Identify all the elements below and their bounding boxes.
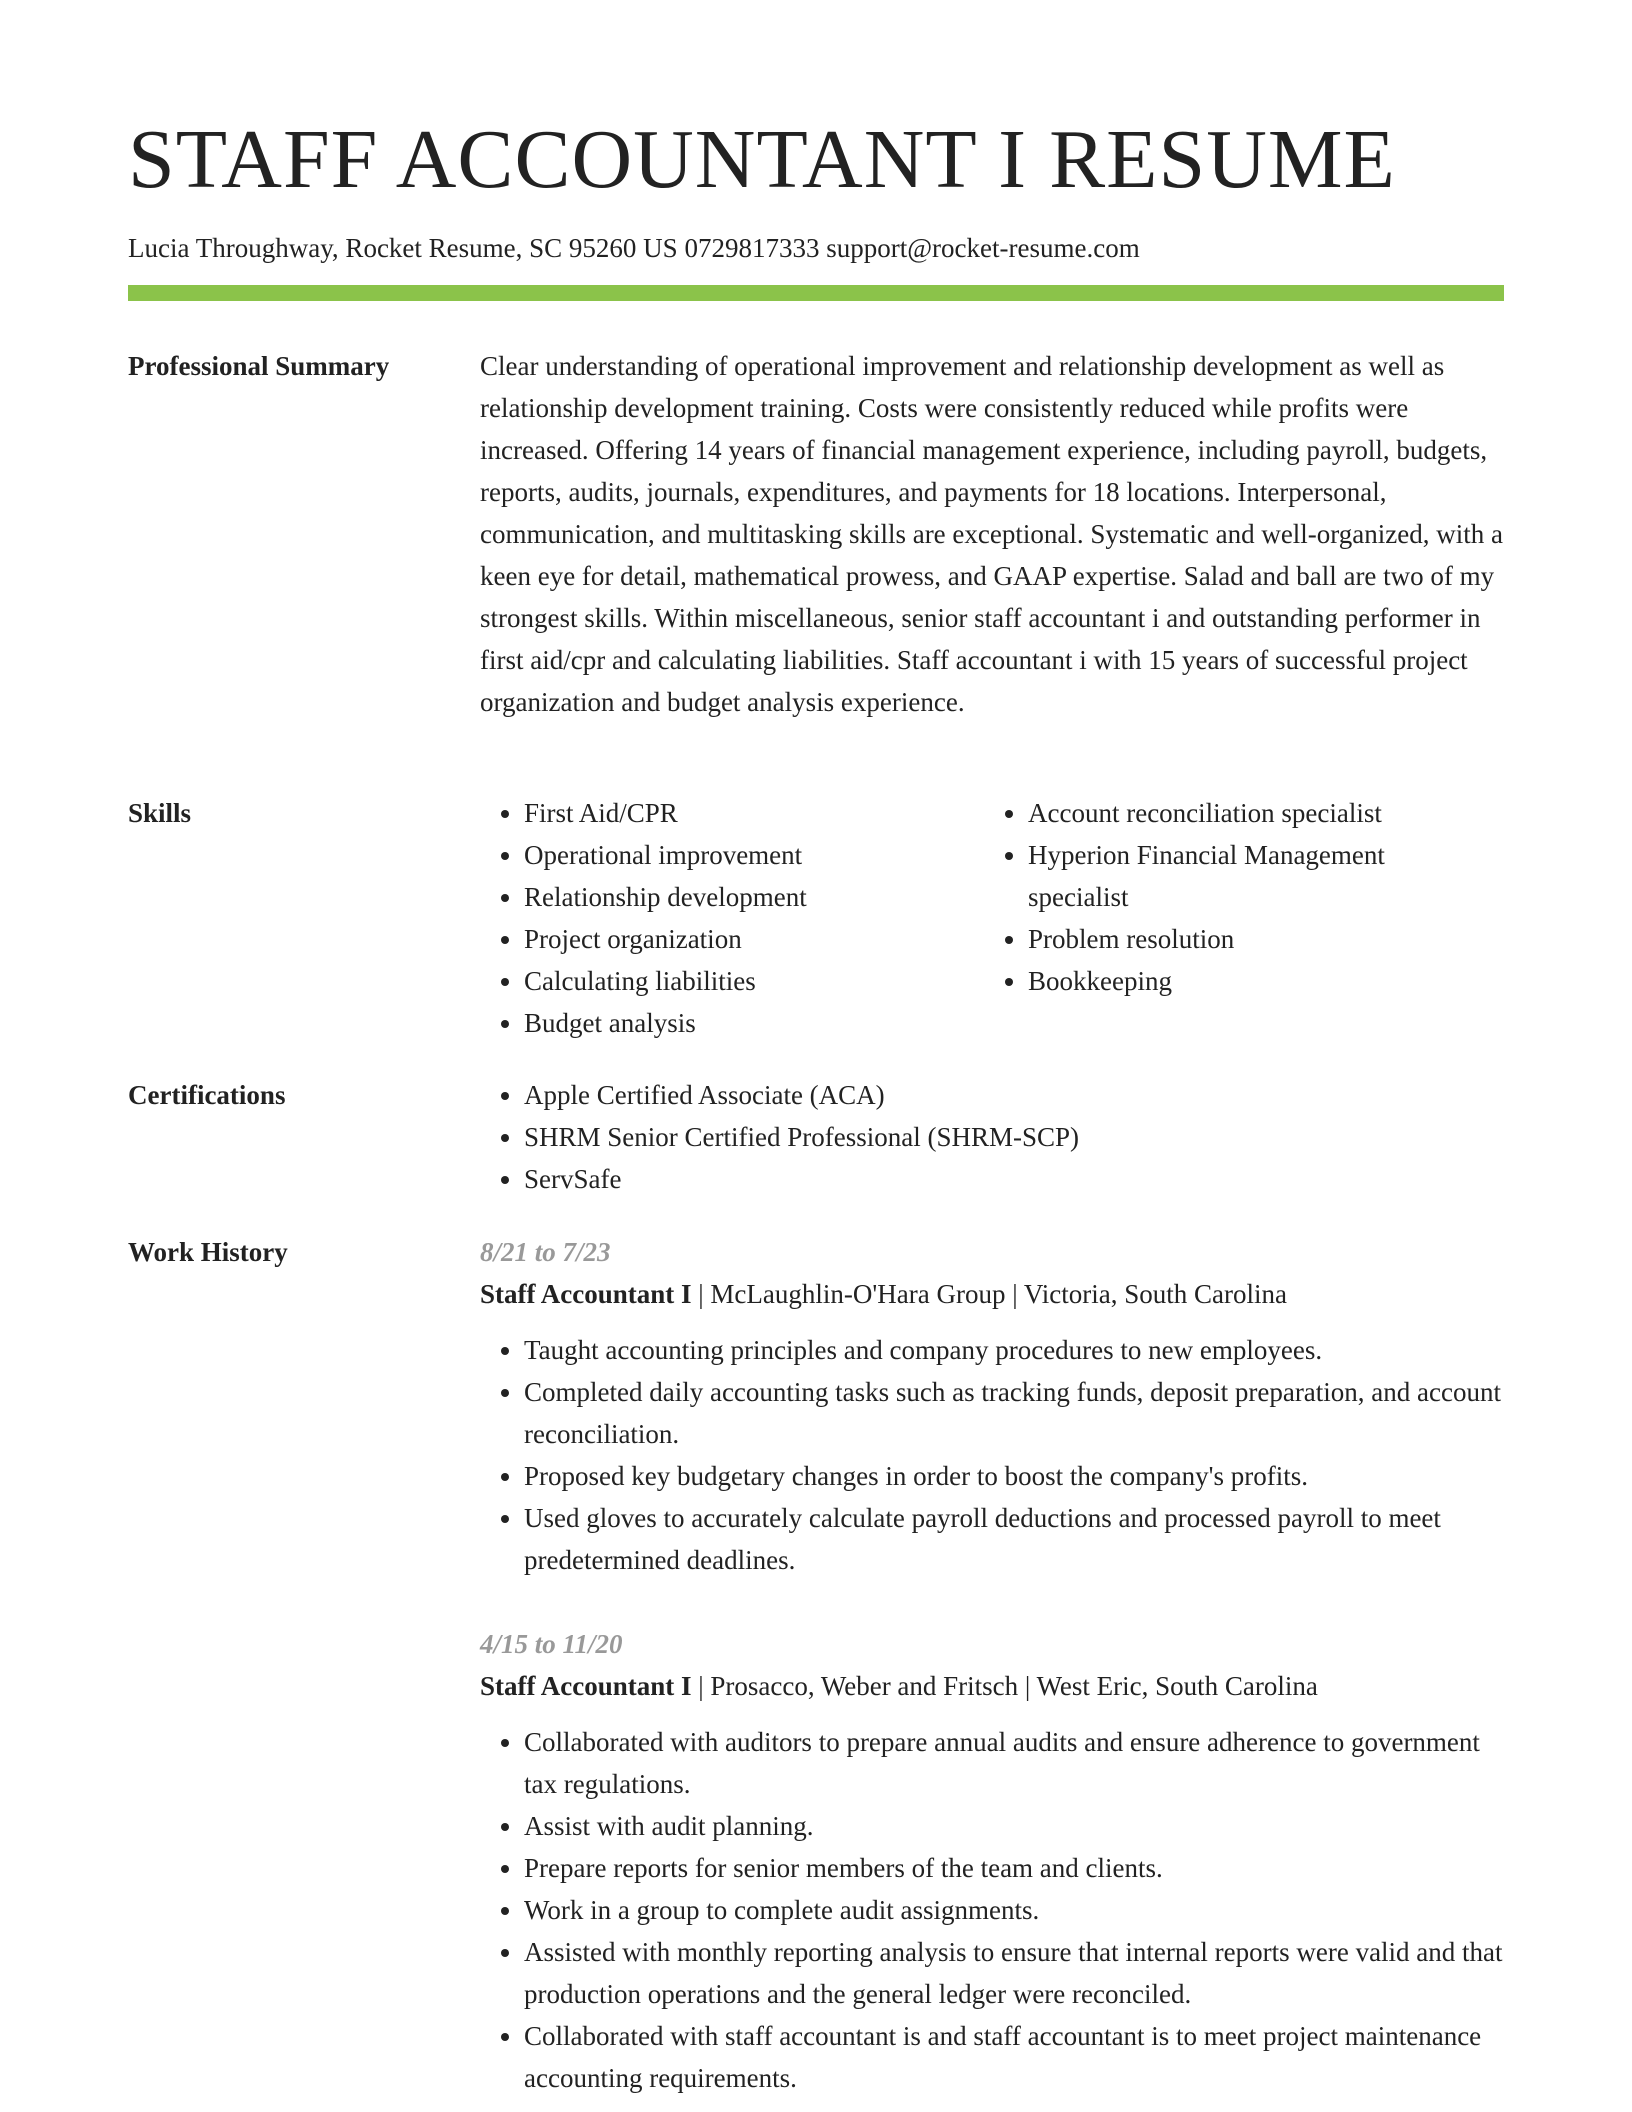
skill-item: • Calculating liabilities [524,960,984,1002]
job-employer-location: | McLaughlin-O'Hara Group | Victoria, South Carolina [691,1279,1287,1309]
job-duties-list [480,1329,1504,1581]
summary-text: Clear understanding of operational improvement and relationship development as well as relationship development training. Costs were consistently reduced while profits were increased. Offering 14 years of financial management experience, including payroll, budgets, reports, audits, journals, expenditures, and payments for 18 locations. Interpersonal, communication, and multitasking skills are exceptional. Systematic and well-organized, with a keen eye for detail, mathematical prowess, and GAAP expertise. Salad and ball are two of my strongest skills. Within miscellaneous, senior staff accountant i and outstanding performer in first aid/cpr and calculating liabilities. Staff accountant i with 15 years of successful project organization and budget analysis experience. [480,351,1503,717]
certification-item: • Apple Certified Associate (ACA) [524,1074,1504,1116]
certification-item: • ServSafe [524,1158,1504,1200]
skill-item: • First Aid/CPR [524,792,984,834]
certification-item: • SHRM Senior Certified Professional (SHRM-SCP) [524,1116,1504,1158]
job-duty: • Prepare reports for senior members of the team and clients. [524,1847,1504,1889]
job-heading-line [480,1273,1504,1315]
skill-item: • Problem resolution [1028,918,1458,960]
skills-list-left [480,792,984,1044]
skill-item: • Bookkeeping [1028,960,1458,1002]
work-history-heading: Work History [128,1237,288,1267]
job-heading-line [480,1665,1504,1707]
job-duty: • Completed daily accounting tasks such as tracking funds, deposit preparation, and account reconciliation. [524,1371,1504,1455]
job-entry [480,1231,1504,1581]
job-duty: • Assisted with monthly reporting analysis to ensure that internal reports were valid and that production operations and the general ledger were reconciled. [524,1931,1504,2015]
skill-item: • Relationship development [524,876,984,918]
skills-list-right [984,792,1458,1044]
skills-heading: Skills [128,798,192,828]
job-duty: • Collaborated with auditors to prepare annual audits and ensure adherence to government tax regulations. [524,1721,1504,1805]
job-dates: 4/15 to 11/20 [480,1629,623,1659]
certifications-body [480,1074,1504,1200]
job-duty: • Taught accounting principles and company procedures to new employees. [524,1329,1504,1371]
skill-item: • Hyperion Financial Management specialist [1028,834,1458,918]
skill-item: • Budget analysis [524,1002,984,1044]
job-dates: 8/21 to 7/23 [480,1237,611,1267]
skill-item: • Account reconciliation specialist [1028,792,1458,834]
job-duty: • Proposed key budgetary changes in order to boost the company's profits. [524,1455,1504,1497]
skill-item: • Operational improvement [524,834,984,876]
job-title: Staff Accountant I [480,1279,692,1309]
resume-title: STAFF ACCOUNTANT I RESUME [128,113,1396,206]
certifications-heading: Certifications [128,1080,286,1110]
work-history-body [480,1231,1504,2099]
job-duty: • Assist with audit planning. [524,1805,1504,1847]
accent-divider [128,285,1504,301]
contact-line: Lucia Throughway, Rocket Resume, SC 95260 US 0729817333 support@rocket-resume.com [128,233,1140,263]
job-duty: • Work in a group to complete audit assignments. [524,1889,1504,1931]
job-duties-list [480,1721,1504,2099]
summary-body [480,345,1504,723]
skill-item: • Project organization [524,918,984,960]
job-entry [480,1623,1504,2099]
job-duty: • Used gloves to accurately calculate payroll deductions and processed payroll to meet predetermined deadlines. [524,1497,1504,1581]
certifications-list [480,1074,1504,1200]
job-employer-location: | Prosacco, Weber and Fritsch | West Eric, South Carolina [691,1671,1318,1701]
job-title: Staff Accountant I [480,1671,692,1701]
summary-heading: Professional Summary [128,351,390,381]
skills-body [480,792,1504,1044]
job-duty: • Collaborated with staff accountant is and staff accountant is to meet project maintenance accounting requirements. [524,2015,1504,2099]
